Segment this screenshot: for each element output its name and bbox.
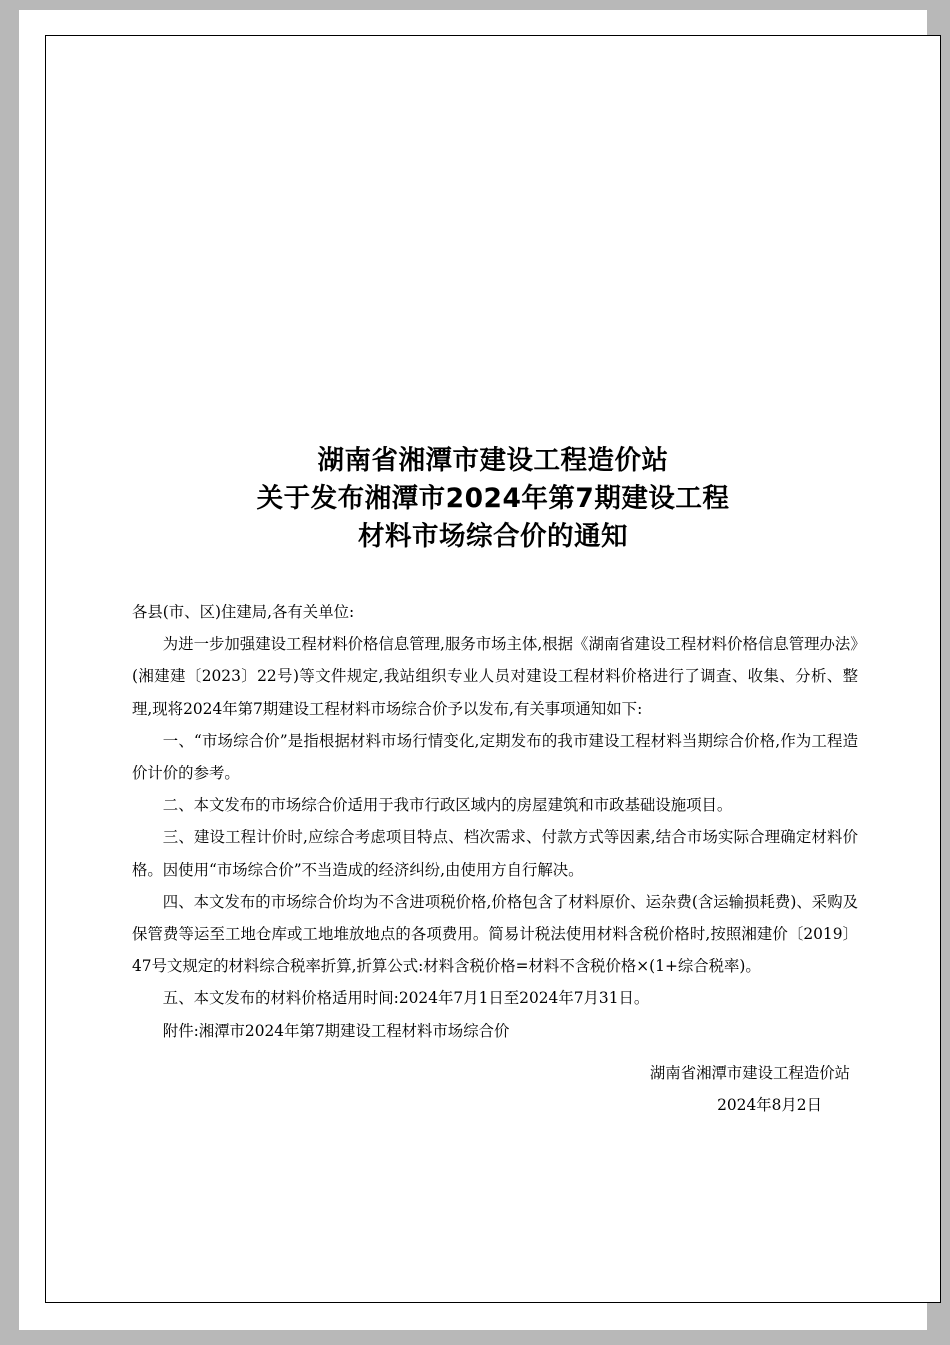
title-line-2: 关于发布湘潭市2024年第7期建设工程 (256, 483, 730, 514)
signature-date: 2024年8月2日 (717, 1096, 822, 1115)
paragraph-3: 二、本文发布的市场综合价适用于我市行政区域内的房屋建筑和市政基础设施项目。 (162, 796, 733, 815)
paragraph-4: 三、建设工程计价时,应综合考虑项目特点、档次需求、付款方式等因素,结合市场实际合理确定材料价格。因使用“市场综合价”不当造成的经济纠纷,由使用方自行解决。 (132, 828, 858, 879)
title-line-3: 材料市场综合价的通知 (358, 521, 628, 552)
document-page (19, 10, 927, 1330)
signature-organization: 湖南省湘潭市建设工程造价站 (649, 1063, 850, 1082)
signature-block (132, 1057, 858, 1121)
paragraph-2: 一、“市场综合价”是指根据材料市场行情变化,定期发布的我市建设工程材料当期综合价格,作为工程造价计价的参考。 (132, 731, 858, 783)
document-body (132, 596, 858, 1121)
page-frame (45, 35, 941, 1303)
title-line-1: 湖南省湘潭市建设工程造价站 (317, 445, 669, 476)
paragraph-5: 四、本文发布的市场综合价均为不含进项税价格,价格包含了材料原价、运杂费(含运输损耗费)、采购及保管费等运至工地仓库或工地堆放地点的各项费用。简易计税法使用材料含税价格时,按照湘建价〔2019〕47号文规定的材料综合税率折算,折算公式:材料含税价格=材料不含税价格×(1+综合税率)。 (132, 892, 858, 976)
paragraph-6: 五、本文发布的材料价格适用时间:2024年7月1日至2024年7月31日。 (162, 989, 650, 1008)
document-title (46, 442, 940, 556)
page-content (46, 36, 940, 1302)
attachment-note: 附件:湘潭市2024年第7期建设工程材料市场综合价 (162, 1021, 510, 1040)
salutation: 各县(市、区)住建局,各有关单位: (132, 603, 355, 621)
paragraph-1: 为进一步加强建设工程材料价格信息管理,服务市场主体,根据《湖南省建设工程材料价格信息管理办法》(湘建建〔2023〕22号)等文件规定,我站组织专业人员对建设工程材料价格进行了调查、收集、分析、整理,现将2024年第7期建设工程材料市场综合价予以发布,有关事项通知如下: (132, 635, 858, 718)
